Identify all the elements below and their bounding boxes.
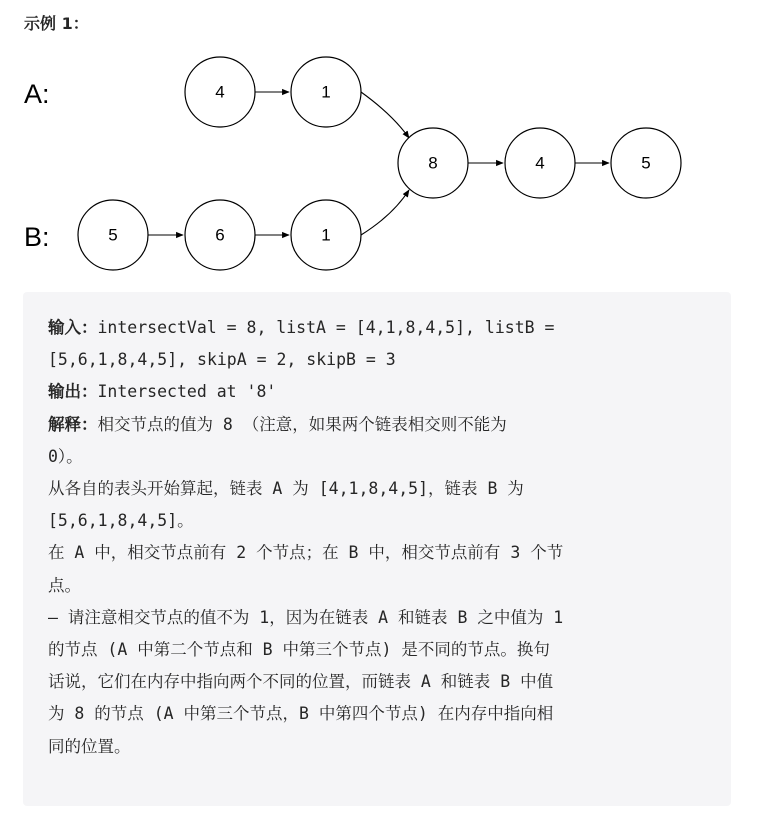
node-shared-2 — [505, 128, 575, 198]
explanation-line-7: — 请注意相交节点的值不为 1，因为在链表 A 和链表 B 之中值为 1 — [48, 607, 564, 627]
node-b1-value: 5 — [108, 225, 118, 245]
explanation-line-8: 的节点 (A 中第二个节点和 B 中第三个节点) 是不同的节点。换句 — [48, 640, 550, 660]
explanation-line-1 — [48, 409, 707, 441]
node-b3-value: 1 — [321, 225, 331, 245]
list-b-label: B: — [24, 222, 50, 252]
edge-a2-shared1 — [361, 92, 409, 138]
node-b3 — [291, 200, 361, 270]
explanation-line-6: 点。 — [48, 575, 81, 595]
node-shared-2-value: 4 — [535, 153, 545, 173]
node-b2 — [185, 200, 255, 270]
output-line — [48, 376, 707, 408]
explanation-text-1: 相交节点的值为 8 （注意，如果两个链表相交则不能为 — [97, 414, 507, 434]
node-a1 — [185, 57, 255, 127]
explanation-line-2: 0）。 — [48, 446, 83, 466]
edge-b3-shared1 — [361, 190, 409, 235]
output-value: Intersected at '8' — [97, 382, 277, 402]
explanation-line-10: 为 8 的节点 (A 中第三个节点，B 中第四个节点) 在内存中指向相 — [48, 704, 554, 724]
explanation-line-9: 话说，它们在内存中指向两个不同的位置，而链表 A 和链表 B 中值 — [48, 672, 554, 692]
explanation-line-11: 同的位置。 — [48, 736, 131, 756]
list-a-label: A: — [24, 79, 50, 109]
explanation-label: 解释： — [48, 414, 98, 434]
node-a2 — [291, 57, 361, 127]
input-line-2: [5,6,1,8,4,5], skipA = 2, skipB = 3 — [48, 350, 396, 370]
output-label: 输出： — [48, 382, 98, 402]
intersection-diagram — [0, 45, 761, 285]
node-shared-1 — [398, 128, 468, 198]
node-shared-3-value: 5 — [641, 153, 651, 173]
node-b1 — [78, 200, 148, 270]
explanation-line-3: 从各自的表头开始算起，链表 A 为 [4,1,8,4,5]，链表 B 为 — [48, 479, 524, 499]
input-label: 输入： — [48, 318, 98, 337]
node-b2-value: 6 — [215, 225, 225, 245]
example-box — [23, 292, 731, 806]
example-heading: 示例 1： — [24, 14, 89, 33]
node-a1-value: 4 — [215, 82, 225, 102]
node-shared-3 — [611, 128, 681, 198]
explanation-line-5: 在 A 中，相交节点前有 2 个节点；在 B 中，相交节点前有 3 个节 — [48, 543, 564, 563]
node-a2-value: 1 — [321, 82, 331, 102]
input-line-1 — [48, 312, 707, 344]
node-shared-1-value: 8 — [428, 153, 438, 173]
input-value-1: intersectVal = 8, listA = [4,1,8,4,5], listB = — [97, 318, 555, 337]
explanation-line-4: [5,6,1,8,4,5]。 — [48, 511, 194, 531]
